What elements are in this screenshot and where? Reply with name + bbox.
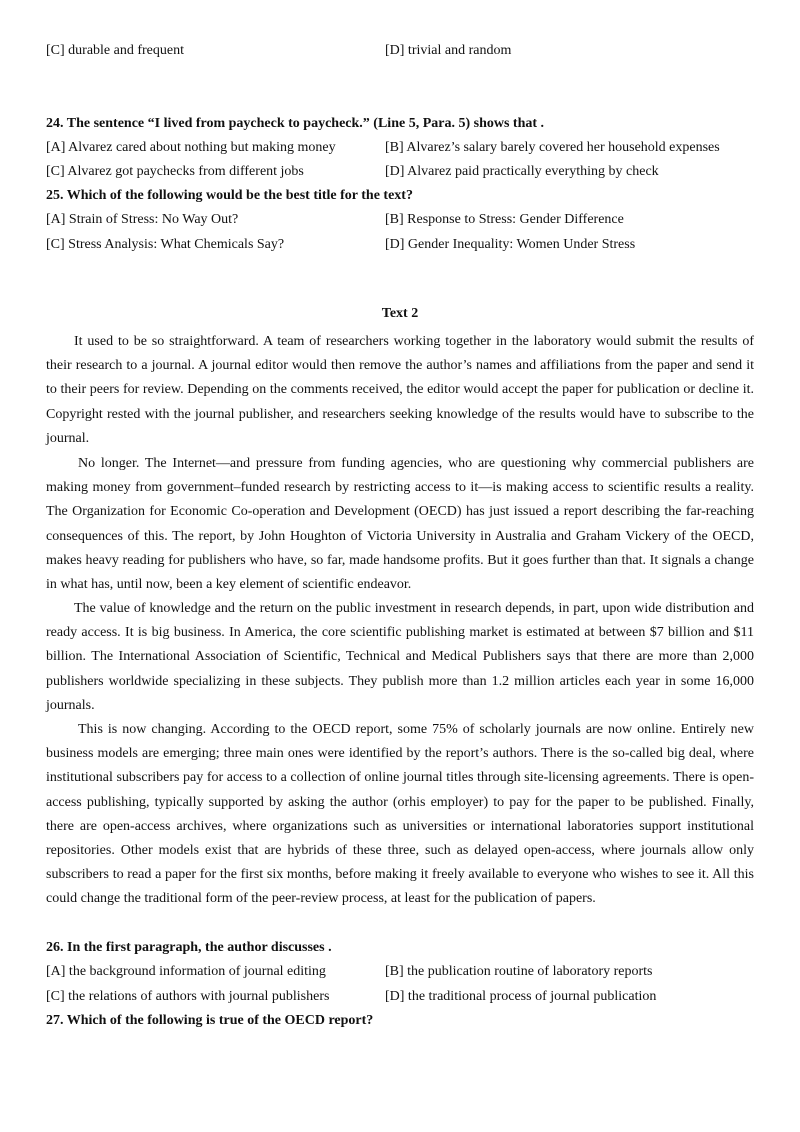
text2-title: Text 2 bbox=[381, 306, 419, 321]
q23-option-c: [C] durable and frequent bbox=[46, 43, 184, 58]
q25-option-d: [D] Gender Inequality: Women Under Stress bbox=[385, 237, 636, 252]
text2-paragraph-4: This is now changing. According to the OECD report, some 75% of scholarly journals are now online. Entirely new business models are emerging; three main ones were identified by the report’s authors. There is the so-called big deal, where institutional subscribers pay for access to a collection of online journal titles through site-licensing agreements. There is open-access publishing, typically supported by asking the author (orhis employer) to pay for the paper to be published. Finally, there are open-access archives, where organizations such as universities or international laboratories support institutional repositories. Other models exist that are hybrids of these three, such as delayed open-access, where journals allow only subscribers to read a paper for the first six months, before making it freely available to everyone who wishes to see it. All this could change the traditional form of the peer-review process, at least for the publication of papers. bbox=[46, 722, 754, 907]
q24-option-d: [D] Alvarez paid practically everything by check bbox=[385, 164, 659, 179]
q27-stem: 27. Which of the following is true of the OECD report? bbox=[46, 1013, 374, 1028]
q25-stem: 25. Which of the following would be the best title for the text? bbox=[46, 188, 413, 203]
q24-option-b: [B] Alvarez’s salary barely covered her household expenses bbox=[385, 140, 720, 155]
q26-option-a: [A] the background information of journal editing bbox=[46, 964, 326, 979]
q26-option-c: [C] the relations of authors with journal publishers bbox=[46, 989, 330, 1004]
q24-option-a: [A] Alvarez cared about nothing but making money bbox=[46, 140, 336, 155]
text2-paragraph-1: It used to be so straightforward. A team of researchers working together in the laboratory would submit the results of their research to a journal. A journal editor would then remove the author’s names and affiliations from the paper and send it to their peers for review. Depending on the comments received, the editor would accept the paper for publication or decline it. Copyright rested with the journal publisher, and researchers seeking knowledge of the results would have to subscribe to the journal. bbox=[46, 334, 754, 446]
q25-option-a: [A] Strain of Stress: No Way Out? bbox=[46, 212, 239, 227]
q26-option-d: [D] the traditional process of journal publication bbox=[385, 989, 657, 1004]
q25-option-b: [B] Response to Stress: Gender Difference bbox=[385, 212, 624, 227]
text2-paragraph-2: No longer. The Internet—and pressure from funding agencies, who are questioning why commercial publishers are making money from government–funded research by restricting access to it—is making access to scientific results a reality. The Organization for Economic Co-operation and Development (OECD) has just issued a report describing the far-reaching consequences of this. The report, by John Houghton of Victoria University in Australia and Graham Vickery of the OECD, makes heavy reading for publishers who have, so far, made handsome profits. But it goes further than that. It signals a change in what has, until now, been a key element of scientific endeavor. bbox=[46, 456, 754, 593]
q26-option-b: [B] the publication routine of laboratory reports bbox=[385, 964, 653, 979]
q24-option-c: [C] Alvarez got paychecks from different jobs bbox=[46, 164, 304, 179]
q25-option-c: [C] Stress Analysis: What Chemicals Say? bbox=[46, 237, 285, 252]
text2-paragraph-3: The value of knowledge and the return on the public investment in research depends, in part, upon wide distribution and ready access. It is big business. In America, the core scientific publishing market is estimated at between $7 billion and $11 billion. The International Association of Scientific, Technical and Medical Publishers says that there are more than 2,000 publishers worldwide specializing in these subjects. They publish more than 1.2 million articles each year in some 16,000 journals. bbox=[46, 601, 754, 713]
q26-stem: 26. In the first paragraph, the author discusses . bbox=[46, 940, 332, 955]
q23-option-d: [D] trivial and random bbox=[385, 43, 512, 58]
q24-stem: 24. The sentence “I lived from paycheck to paycheck.” (Line 5, Para. 5) shows that . bbox=[46, 116, 545, 131]
